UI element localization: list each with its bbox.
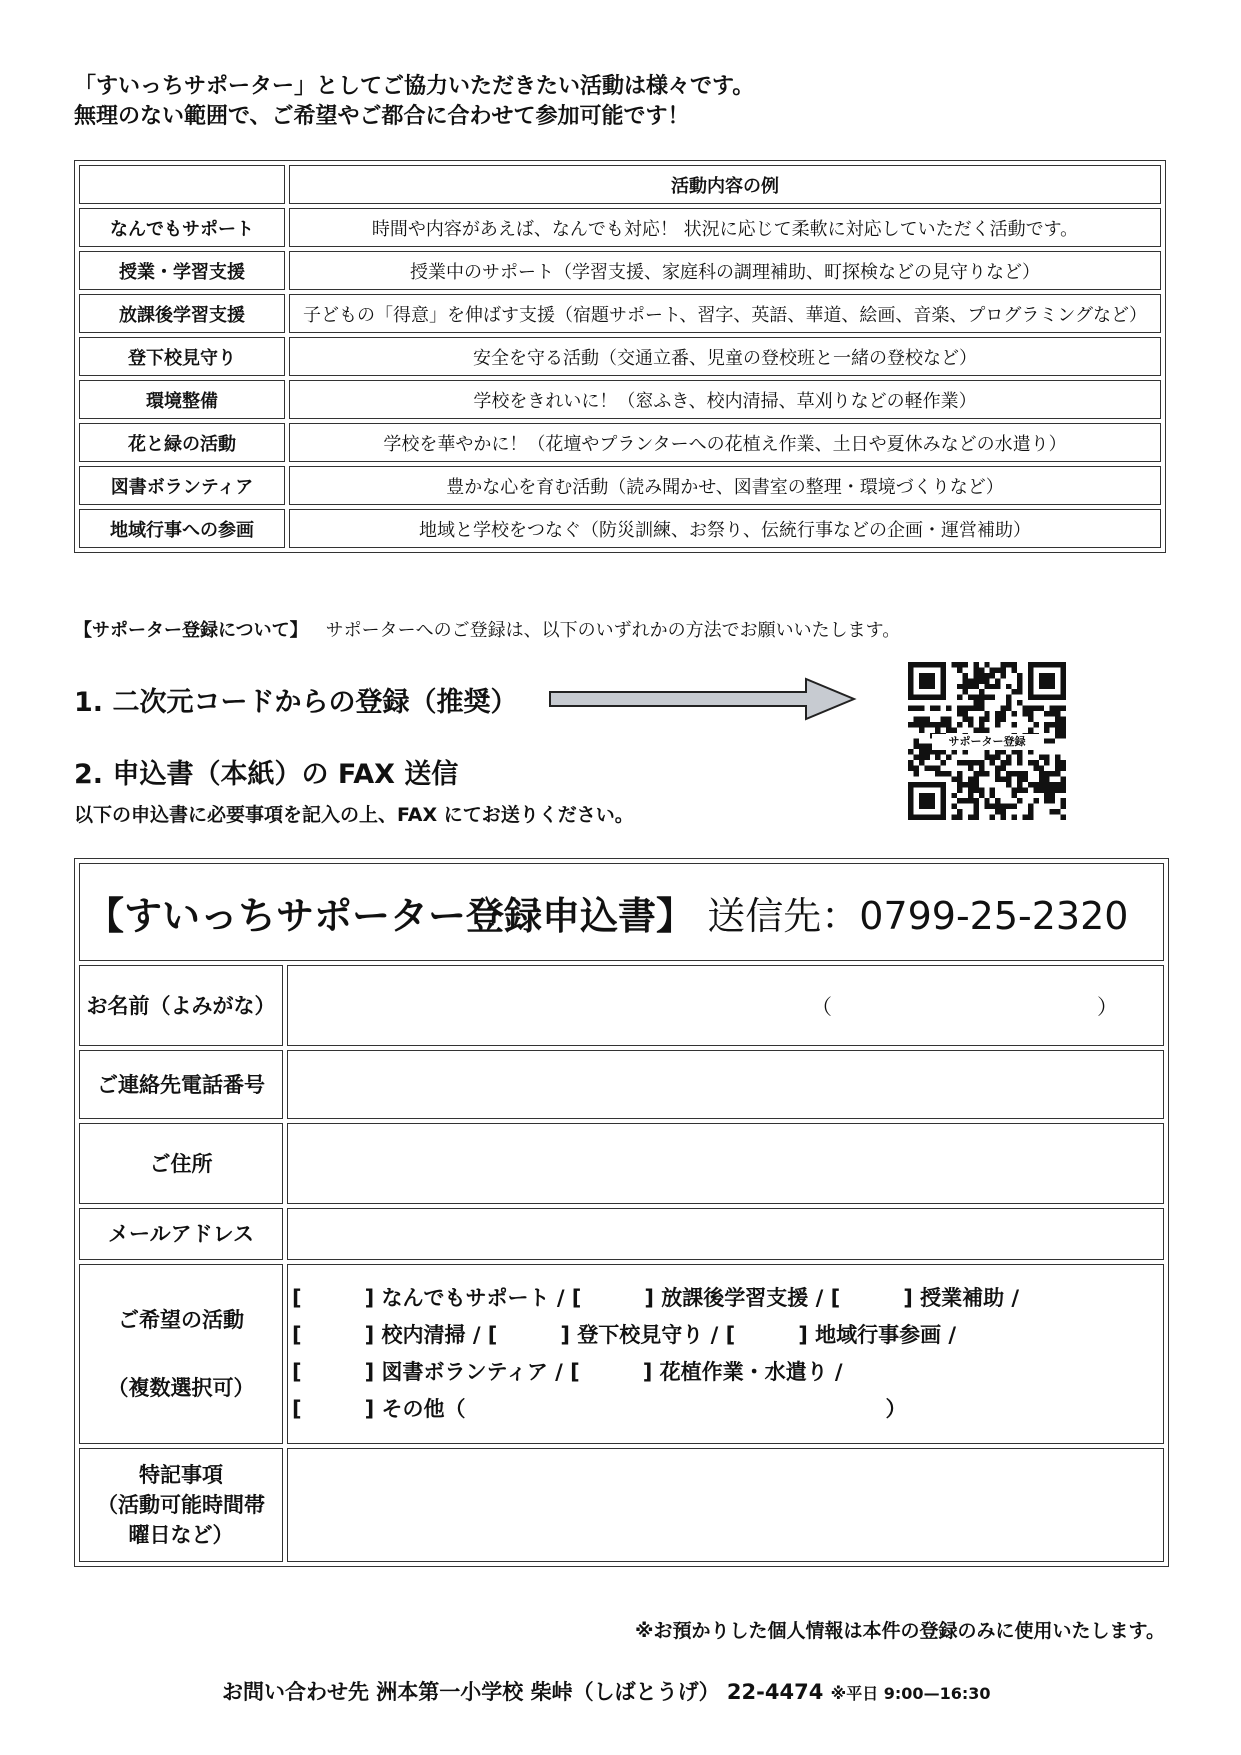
activity-description: 地域と学校をつなぐ（防災訓練、お祭り、伝統行事などの企画・運営補助） (289, 509, 1161, 548)
activity-option-line[interactable]: [ ] 校内清掃 / [ ] 登下校見守り / [ ] 地域行事参画 / (292, 1323, 957, 1347)
table-row (79, 423, 1161, 462)
form-row-notes (79, 1448, 1164, 1562)
activity-category: 環境整備 (79, 380, 285, 419)
activity-label-cell (79, 1264, 283, 1444)
fax-label: 送信先： (707, 893, 860, 938)
email-field[interactable] (287, 1208, 1164, 1260)
activity-description: 子どもの「得意」を伸ばす支援（宿題サポート、習字、英語、華道、絵画、音楽、プログラミングなど） (289, 294, 1161, 333)
form-title-row (79, 863, 1164, 961)
activity-category: 花と緑の活動 (79, 423, 285, 462)
table-row (79, 380, 1161, 419)
form-row-email (79, 1208, 1164, 1260)
phone-label: ご連絡先電話番号 (79, 1050, 283, 1119)
privacy-note: ※お預かりした個人情報は本件の登録のみに使用いたします。 (635, 1620, 1165, 1642)
contact-hours: ※平日 9:00—16:30 (830, 1684, 991, 1703)
intro-line-2: 無理のない範囲で、ご希望やご都合に合わせて参加可能です！ (74, 104, 690, 129)
intro-text (74, 72, 754, 132)
activity-category: 図書ボランティア (79, 466, 285, 505)
activity-option-line[interactable]: [ ] 図書ボランティア / [ ] 花植作業・水遣り / (292, 1360, 843, 1384)
email-label: メールアドレス (79, 1208, 283, 1260)
notes-label-line-3: 曜日など） (128, 1523, 234, 1547)
activity-category: 放課後学習支援 (79, 294, 285, 333)
contact-info (222, 1676, 991, 1706)
activity-category: なんでもサポート (79, 208, 285, 247)
activity-option-line[interactable]: [ ] その他（ ） (292, 1397, 907, 1421)
activity-description: 安全を守る活動（交通立番、児童の登校班と一緒の登校など） (289, 337, 1161, 376)
activity-table (74, 160, 1166, 553)
contact-text: お問い合わせ先 洲本第一小学校 柴峠（しばとうげ） 22-4474 (222, 1680, 824, 1704)
name-field[interactable] (287, 965, 1164, 1046)
activity-category: 登下校見守り (79, 337, 285, 376)
notes-label-line-2: （活動可能時間帯 (97, 1493, 265, 1517)
arrow-right-icon (548, 676, 858, 722)
form-row-address (79, 1123, 1164, 1204)
activity-option-line[interactable]: [ ] なんでもサポート / [ ] 放課後学習支援 / [ ] 授業補助 / (292, 1286, 1020, 1310)
method-2-fax: 2. 申込書（本紙）の FAX 送信 (74, 759, 459, 790)
form-title-cell (79, 863, 1164, 961)
table-row (79, 208, 1161, 247)
registration-heading: 【サポーター登録について】 (74, 620, 308, 641)
notes-label-line-1: 特記事項 (139, 1463, 223, 1487)
qr-code-label: サポーター登録 (932, 734, 1042, 750)
activity-sublabel: （複数選択可） (107, 1376, 255, 1400)
table-row (79, 466, 1161, 505)
form-title: 【すいっちサポーター登録申込書】 (86, 893, 695, 938)
fax-number: 0799-25-2320 (859, 893, 1129, 938)
activity-label: ご希望の活動 (118, 1308, 244, 1332)
method-2-note: 以下の申込書に必要事項を記入の上、FAX にてお送りください。 (74, 804, 634, 826)
paren-open: （ (811, 994, 832, 1019)
registration-text: サポーターへのご登録は、以下のいずれかの方法でお願いいたします。 (325, 620, 901, 641)
address-label: ご住所 (79, 1123, 283, 1204)
form-row-phone (79, 1050, 1164, 1119)
table-row (79, 251, 1161, 290)
activity-category: 授業・学習支援 (79, 251, 285, 290)
form-row-name (79, 965, 1164, 1046)
table-row (79, 337, 1161, 376)
application-form (74, 858, 1169, 1567)
activity-description: 学校をきれいに！（窓ふき、校内清掃、草刈りなどの軽作業） (289, 380, 1161, 419)
table-row (79, 294, 1161, 333)
activity-description: 時間や内容があえば、なんでも対応！ 状況に応じて柔軟に対応していただく活動です。 (289, 208, 1161, 247)
table-row (79, 509, 1161, 548)
activity-description: 授業中のサポート（学習支援、家庭科の調理補助、町探検などの見守りなど） (289, 251, 1161, 290)
form-row-activities (79, 1264, 1164, 1444)
notes-field[interactable] (287, 1448, 1164, 1562)
name-label: お名前（よみがな） (79, 965, 283, 1046)
activity-table-header (79, 165, 1161, 204)
activity-description: 学校を華やかに！（花壇やプランターへの花植え作業、土日や夏休みなどの水遣り） (289, 423, 1161, 462)
activity-header: 活動内容の例 (289, 165, 1161, 204)
paren-close: ） (1097, 994, 1118, 1019)
registration-about (74, 616, 900, 642)
header-blank-cell (79, 165, 285, 204)
activity-category: 地域行事への参画 (79, 509, 285, 548)
intro-line-1: 「すいっちサポーター」としてご協力いただきたい活動は様々です。 (74, 74, 755, 99)
activity-description: 豊かな心を育む活動（読み聞かせ、図書室の整理・環境づくりなど） (289, 466, 1161, 505)
method-1-qr: 1. 二次元コードからの登録（推奨） (74, 687, 518, 718)
phone-field[interactable] (287, 1050, 1164, 1119)
notes-label (79, 1448, 283, 1562)
activity-checklist[interactable] (287, 1264, 1164, 1444)
address-field[interactable] (287, 1123, 1164, 1204)
